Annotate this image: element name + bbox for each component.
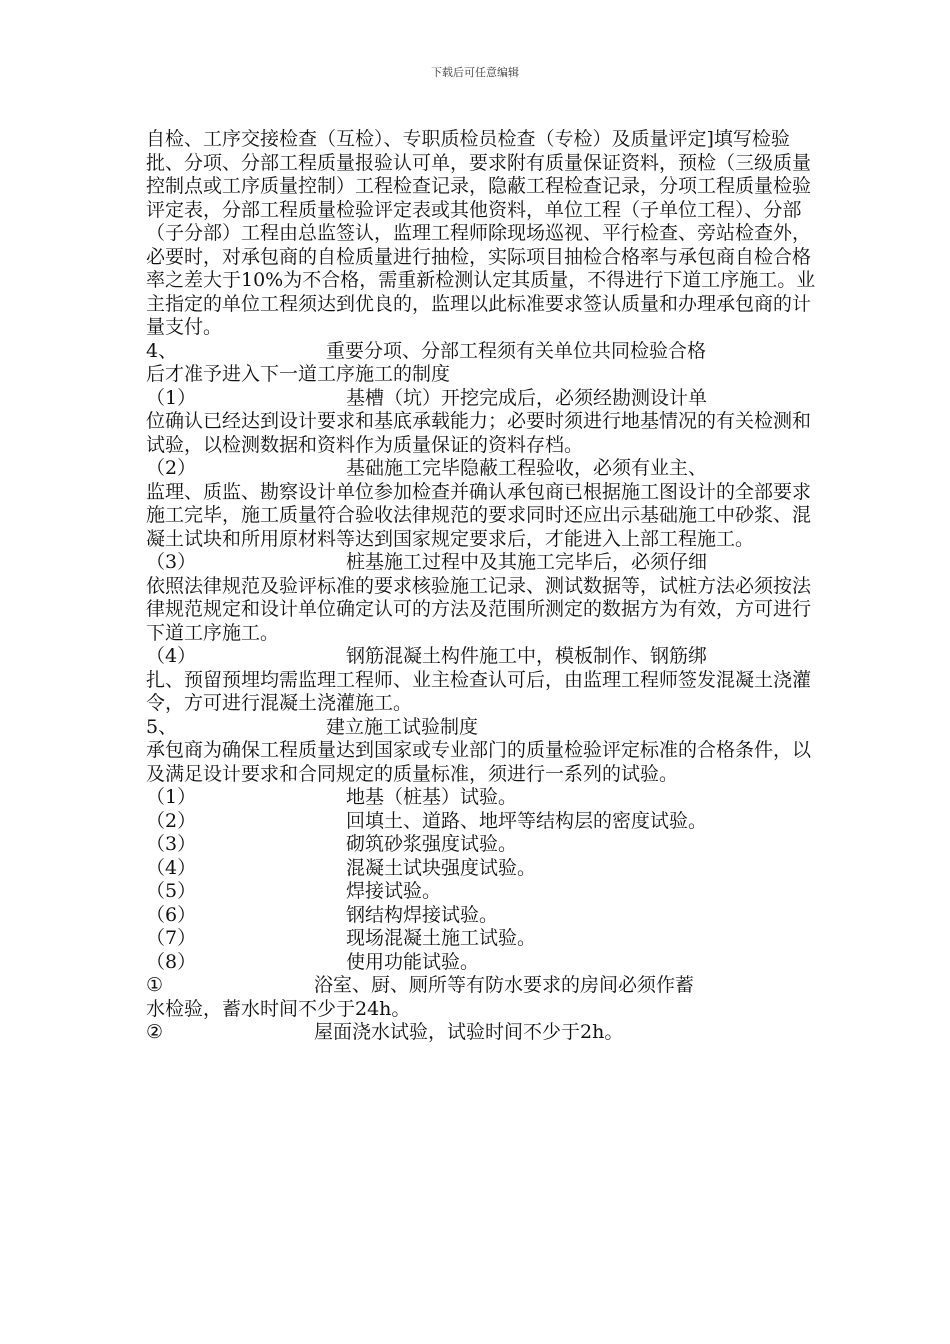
sub-test-text: 浴室、厨、厕所等有防水要求的房间必须作蓄 (314, 974, 695, 996)
item-text-continued: 位确认已经达到设计要求和基底承载能力；必要时须进行地基情况的有关检测和试验，以检测数据和资料作为质量保证的资料存档。 (146, 410, 812, 456)
test-number: （1） (146, 786, 197, 808)
test-text: 钢结构焊接试验。 (346, 903, 499, 926)
item-text: 基础施工完毕隐蔽工程验收，必须有业主、 (346, 457, 708, 479)
test-number: （8） (146, 950, 197, 973)
sub-test-item (146, 1021, 826, 1045)
circled-number: ② (146, 1021, 164, 1043)
sub-test-text-continued: 水检验，蓄水时间不少于24h。 (146, 997, 411, 1020)
test-text: 使用功能试验。 (346, 950, 480, 973)
item-text: 基槽（坑）开挖完成后，必须经勘测设计单 (346, 386, 708, 409)
test-number: （5） (146, 880, 197, 902)
test-text: 砌筑砂浆强度试验。 (346, 833, 518, 855)
sub-test-item (146, 974, 826, 998)
sub-test-text: 屋面浇水试验，试验时间不少于2h。 (314, 1021, 624, 1043)
test-text: 现场混凝土施工试验。 (346, 927, 537, 949)
item-text: 桩基施工过程中及其施工完毕后，必须仔细 (346, 551, 708, 573)
item-text-continued: 监理、质监、勘察设计单位参加检查并确认承包商已根据施工图设计的全部要求施工完毕，施工质量符合验收法律规范的要求同时还应出示基础施工中砂浆、混凝土试块和所用原材料等达到国家规定要求后，才能进入上部工程施工。 (146, 480, 812, 550)
test-item (146, 810, 826, 834)
section-5-body: 承包商为确保工程质量达到国家或专业部门的质量检验评定标准的合格条件，以及满足设计要求和合同规定的质量标准，须进行一系列的试验。 (146, 739, 812, 785)
test-item (146, 786, 826, 810)
page-header: 下载后可任意编辑 (431, 66, 519, 79)
test-item (146, 904, 826, 928)
test-number: （4） (146, 856, 197, 879)
item-text-continued: 扎、预留预埋均需监理工程师、业主检查认可后，由监理工程师签发混凝土浇灌令，方可进行混凝土浇灌施工。 (146, 668, 812, 714)
section-number: 4、 (146, 339, 178, 362)
section-title: 建立施工试验制度 (326, 715, 479, 738)
list-item (146, 457, 826, 481)
test-item (146, 951, 826, 975)
test-number: （6） (146, 903, 197, 926)
item-number: （2） (146, 457, 197, 479)
test-item (146, 833, 826, 857)
list-item (146, 551, 826, 575)
test-text: 地基（桩基）试验。 (346, 786, 518, 808)
item-text: 钢筋混凝土构件施工中，模板制作、钢筋绑 (346, 645, 708, 667)
section-5-heading (146, 716, 826, 740)
test-number: （3） (146, 833, 197, 855)
document-body (146, 128, 826, 1045)
item-number: （3） (146, 551, 197, 573)
test-text: 混凝土试块强度试验。 (346, 856, 537, 879)
list-item (146, 387, 826, 411)
test-text: 回填土、道路、地坪等结构层的密度试验。 (346, 809, 708, 832)
paragraph-quality-acceptance: 自检、工序交接检查（互检）、专职质检员检查（专检）及质量评定]填写检验批、分项、分部工程质量报验认可单，要求附有质量保证资料，预检（三级质量控制点或工序质量控制）工程检查记录，隐蔽工程检查记录，分项工程质量检验评定表，分部工程质量检验评定表或其他资料，单位工程（子单位工程）、分部（子分部）工程由总监签认，监理工程师除现场巡视、平行检查、旁站检查外，必要时，对承包商的自检质量进行抽检，实际项目抽检合格率与承包商自检合格率之差大于10%为不合格，需重新检测认定其质量，不得进行下道工序施工。业主指定的单位工程须达到优良的，监理以此标准要求签认质量和办理承包商的计量支付。 (146, 128, 816, 338)
section-title: 重要分项、分部工程须有关单位共同检验合格 (326, 339, 707, 362)
test-item (146, 857, 826, 881)
section-number: 5、 (146, 715, 178, 738)
item-number: （4） (146, 645, 197, 667)
section-4-heading (146, 340, 826, 364)
list-item (146, 645, 826, 669)
section-title-continued: 后才准予进入下一道工序施工的制度 (146, 363, 451, 385)
item-text-continued: 依照法律规范及验评标准的要求核验施工记录、测试数据等，试桩方法必须按法律规范规定和设计单位确定认可的方法及范围所测定的数据方为有效，方可进行下道工序施工。 (146, 574, 812, 644)
test-item (146, 927, 826, 951)
circled-number: ① (146, 974, 164, 996)
test-text: 焊接试验。 (346, 880, 442, 902)
test-number: （2） (146, 809, 197, 832)
item-number: （1） (146, 386, 197, 409)
test-number: （7） (146, 927, 197, 949)
test-item (146, 880, 826, 904)
